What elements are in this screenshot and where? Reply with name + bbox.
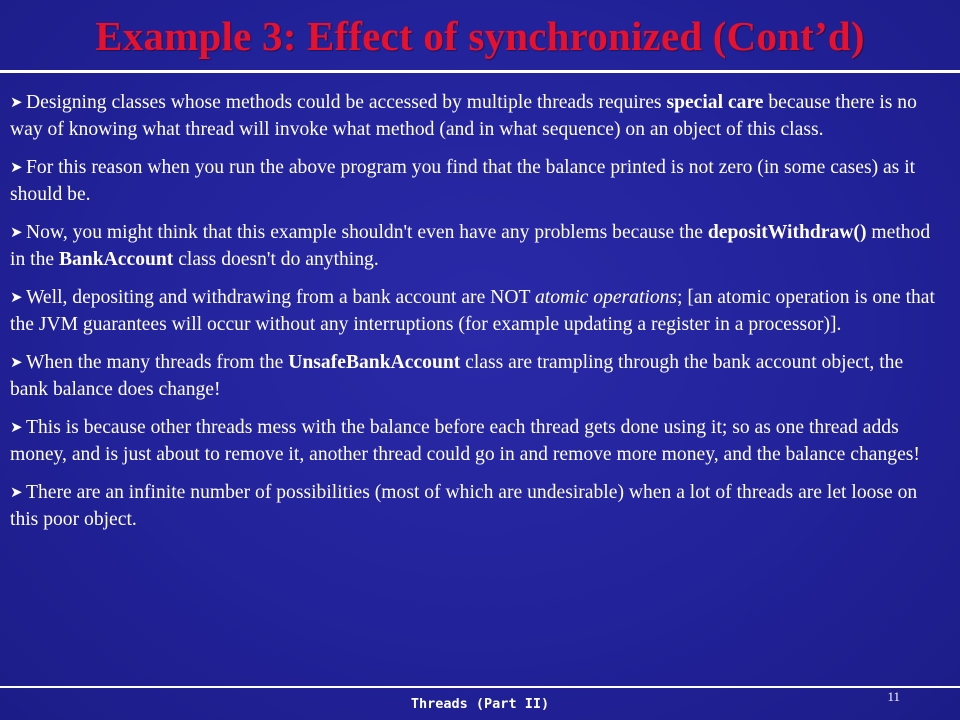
bullet-text: Designing classes whose methods could be accessed by multiple threads requires: [26, 92, 667, 113]
footer-divider: [0, 686, 960, 688]
bullet-text: because there is no way of knowing what thread will invoke what method (and in what sequence) on an object of this class.: [10, 92, 917, 140]
slide-title: Example 3: Effect of synchronized (Cont’d): [95, 13, 865, 59]
bullet-item: [10, 219, 945, 273]
title-divider: [0, 70, 960, 73]
bullet-italic-text: atomic operations: [535, 287, 678, 308]
bullet-text: method in the: [10, 222, 931, 270]
page-number: 11: [887, 689, 900, 704]
bullet-bold-text: depositWithdraw(): [707, 222, 867, 243]
bullet-text: ; [an atomic operation is one that the JVM guarantees will occur without any interruptions (for example updating a register in a processor)].: [10, 287, 935, 335]
bullet-text: This is because other threads mess with the balance before each thread gets done using it; so as one thread adds money, and is just about to remove it, another thread could go in and remove more money, and the balance changes!: [10, 417, 920, 465]
bullet-text: Well, depositing and withdrawing from a bank account are NOT: [26, 287, 535, 308]
bullet-bold-text: special care: [666, 92, 764, 113]
bullet-text: There are an infinite number of possibilities (most of which are undesirable) when a lot of threads are let loose on this poor object.: [10, 482, 918, 530]
bullet-item: [10, 414, 945, 468]
bullet-item: [10, 349, 945, 403]
bullet-item: [10, 154, 945, 208]
bullet-text: Now, you might think that this example shouldn't even have any problems because the: [26, 222, 708, 243]
bullet-text: class are trampling through the bank account object, the bank balance does change!: [10, 352, 904, 400]
bullet-text: class doesn't do anything.: [173, 248, 379, 270]
arrow-bullet-icon: ➤: [10, 418, 23, 436]
arrow-bullet-icon: ➤: [10, 483, 23, 501]
footer-title: Threads (Part II): [410, 696, 550, 712]
footer: [0, 694, 960, 716]
bullet-bold-text: BankAccount: [58, 248, 174, 270]
arrow-bullet-icon: ➤: [10, 288, 23, 306]
bullet-list: [10, 89, 945, 544]
bullet-bold-text: UnsafeBankAccount: [288, 352, 461, 373]
arrow-bullet-icon: ➤: [10, 158, 23, 176]
bullet-text: For this reason when you run the above program you find that the balance printed is not zero (in some cases) as it should be.: [10, 157, 916, 205]
arrow-bullet-icon: ➤: [10, 93, 23, 111]
arrow-bullet-icon: ➤: [10, 223, 23, 241]
bullet-text: When the many threads from the: [26, 352, 289, 373]
bullet-item: [10, 284, 945, 338]
bullet-item: [10, 89, 945, 143]
arrow-bullet-icon: ➤: [10, 353, 23, 371]
bullet-item: [10, 479, 945, 533]
